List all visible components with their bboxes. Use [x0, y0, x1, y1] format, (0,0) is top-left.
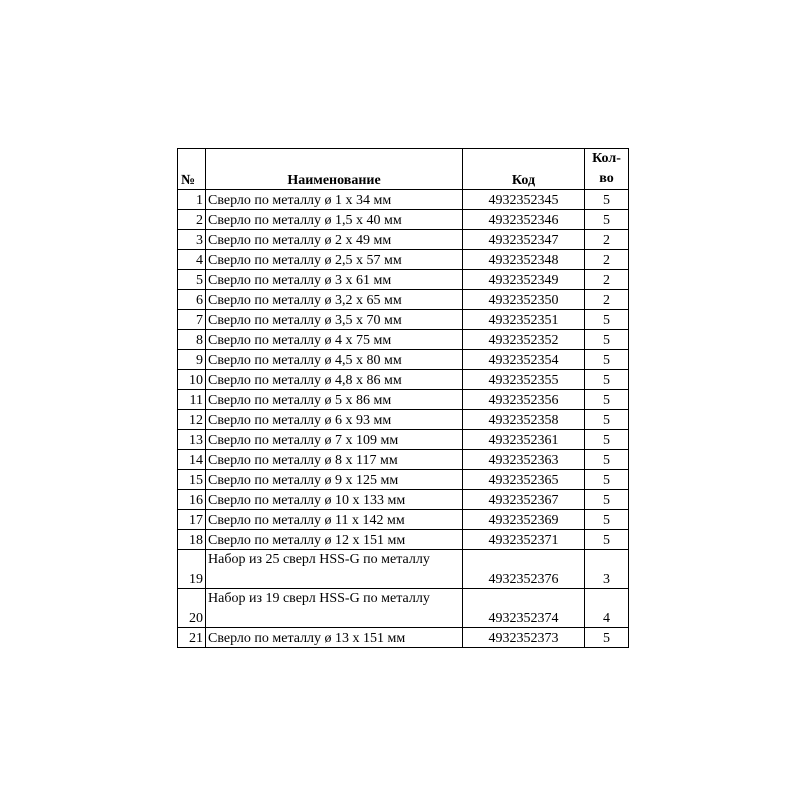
table-row	[178, 370, 629, 390]
row-number-cell: 7	[178, 310, 206, 330]
item-name-cell: Сверло по металлу ø 7 x 109 мм	[206, 430, 463, 450]
item-code-cell: 4932352349	[463, 270, 585, 290]
row-number-cell: 2	[178, 210, 206, 230]
row-number-cell: 12	[178, 410, 206, 430]
item-code-cell: 4932352376	[463, 550, 585, 589]
item-quantity-cell: 5	[585, 370, 629, 390]
item-code-cell: 4932352374	[463, 589, 585, 628]
item-name-cell: Сверло по металлу ø 3,5 x 70 мм	[206, 310, 463, 330]
item-code-cell: 4932352348	[463, 250, 585, 270]
item-name-cell: Сверло по металлу ø 4 x 75 мм	[206, 330, 463, 350]
item-quantity-cell: 5	[585, 628, 629, 648]
table-row	[178, 190, 629, 210]
row-number-cell: 11	[178, 390, 206, 410]
row-number-cell: 14	[178, 450, 206, 470]
table-row	[178, 510, 629, 530]
table-row	[178, 490, 629, 510]
table-row	[178, 450, 629, 470]
item-quantity-cell: 5	[585, 390, 629, 410]
table-row	[178, 589, 629, 628]
item-code-cell: 4932352371	[463, 530, 585, 550]
item-code-cell: 4932352367	[463, 490, 585, 510]
item-name-cell: Сверло по металлу ø 3,2 x 65 мм	[206, 290, 463, 310]
item-name-cell: Сверло по металлу ø 1,5 x 40 мм	[206, 210, 463, 230]
table-row	[178, 470, 629, 490]
table-header	[178, 149, 629, 190]
item-quantity-cell: 5	[585, 450, 629, 470]
table-row	[178, 250, 629, 270]
row-number-cell: 20	[178, 589, 206, 628]
table-row	[178, 270, 629, 290]
table-row	[178, 230, 629, 250]
item-code-cell: 4932352350	[463, 290, 585, 310]
item-quantity-cell: 5	[585, 210, 629, 230]
item-code-cell: 4932352365	[463, 470, 585, 490]
item-quantity-cell: 5	[585, 410, 629, 430]
row-number-cell: 15	[178, 470, 206, 490]
item-code-cell: 4932352346	[463, 210, 585, 230]
item-name-cell: Сверло по металлу ø 13 x 151 мм	[206, 628, 463, 648]
item-code-cell: 4932352356	[463, 390, 585, 410]
item-name-cell: Сверло по металлу ø 5 x 86 мм	[206, 390, 463, 410]
row-number-cell: 18	[178, 530, 206, 550]
table-row	[178, 550, 629, 589]
item-quantity-cell: 2	[585, 290, 629, 310]
table-row	[178, 350, 629, 370]
item-name-cell: Сверло по металлу ø 10 x 133 мм	[206, 490, 463, 510]
item-code-cell: 4932352347	[463, 230, 585, 250]
table-row	[178, 530, 629, 550]
item-quantity-cell: 2	[585, 250, 629, 270]
item-code-cell: 4932352361	[463, 430, 585, 450]
item-quantity-cell: 5	[585, 350, 629, 370]
drill-list-table	[177, 148, 629, 648]
column-header-quantity: Кол-во	[585, 149, 629, 190]
item-name-cell: Сверло по металлу ø 2 x 49 мм	[206, 230, 463, 250]
item-name-cell: Сверло по металлу ø 1 x 34 мм	[206, 190, 463, 210]
row-number-cell: 13	[178, 430, 206, 450]
item-code-cell: 4932352345	[463, 190, 585, 210]
item-code-cell: 4932352352	[463, 330, 585, 350]
item-name-cell: Набор из 25 сверл HSS-G по металлу	[206, 550, 463, 589]
item-name-cell: Сверло по металлу ø 4,8 x 86 мм	[206, 370, 463, 390]
row-number-cell: 4	[178, 250, 206, 270]
table-body	[178, 190, 629, 648]
row-number-cell: 8	[178, 330, 206, 350]
row-number-cell: 6	[178, 290, 206, 310]
item-quantity-cell: 5	[585, 190, 629, 210]
item-name-cell: Сверло по металлу ø 11 x 142 мм	[206, 510, 463, 530]
item-quantity-cell: 5	[585, 530, 629, 550]
item-quantity-cell: 4	[585, 589, 629, 628]
item-name-cell: Сверло по металлу ø 2,5 x 57 мм	[206, 250, 463, 270]
item-code-cell: 4932352369	[463, 510, 585, 530]
column-header-number: №	[178, 149, 206, 190]
table-row	[178, 390, 629, 410]
row-number-cell: 17	[178, 510, 206, 530]
item-quantity-cell: 5	[585, 470, 629, 490]
row-number-cell: 5	[178, 270, 206, 290]
column-header-code: Код	[463, 149, 585, 190]
item-code-cell: 4932352373	[463, 628, 585, 648]
item-quantity-cell: 5	[585, 310, 629, 330]
item-name-cell: Набор из 19 сверл HSS-G по металлу	[206, 589, 463, 628]
item-code-cell: 4932352355	[463, 370, 585, 390]
item-quantity-cell: 5	[585, 490, 629, 510]
table-row	[178, 290, 629, 310]
item-name-cell: Сверло по металлу ø 12 x 151 мм	[206, 530, 463, 550]
table-row	[178, 410, 629, 430]
item-name-cell: Сверло по металлу ø 9 x 125 мм	[206, 470, 463, 490]
table-row	[178, 330, 629, 350]
table-row	[178, 430, 629, 450]
item-quantity-cell: 5	[585, 430, 629, 450]
column-header-name: Наименование	[206, 149, 463, 190]
item-name-cell: Сверло по металлу ø 3 x 61 мм	[206, 270, 463, 290]
item-quantity-cell: 3	[585, 550, 629, 589]
row-number-cell: 19	[178, 550, 206, 589]
row-number-cell: 1	[178, 190, 206, 210]
row-number-cell: 3	[178, 230, 206, 250]
item-name-cell: Сверло по металлу ø 8 x 117 мм	[206, 450, 463, 470]
item-quantity-cell: 5	[585, 510, 629, 530]
item-code-cell: 4932352358	[463, 410, 585, 430]
table-row	[178, 210, 629, 230]
header-row	[178, 149, 629, 190]
item-code-cell: 4932352354	[463, 350, 585, 370]
item-quantity-cell: 2	[585, 230, 629, 250]
item-code-cell: 4932352351	[463, 310, 585, 330]
row-number-cell: 16	[178, 490, 206, 510]
row-number-cell: 10	[178, 370, 206, 390]
item-quantity-cell: 5	[585, 330, 629, 350]
item-name-cell: Сверло по металлу ø 6 x 93 мм	[206, 410, 463, 430]
row-number-cell: 21	[178, 628, 206, 648]
table-row	[178, 310, 629, 330]
row-number-cell: 9	[178, 350, 206, 370]
item-quantity-cell: 2	[585, 270, 629, 290]
item-name-cell: Сверло по металлу ø 4,5 x 80 мм	[206, 350, 463, 370]
table-row	[178, 628, 629, 648]
item-code-cell: 4932352363	[463, 450, 585, 470]
